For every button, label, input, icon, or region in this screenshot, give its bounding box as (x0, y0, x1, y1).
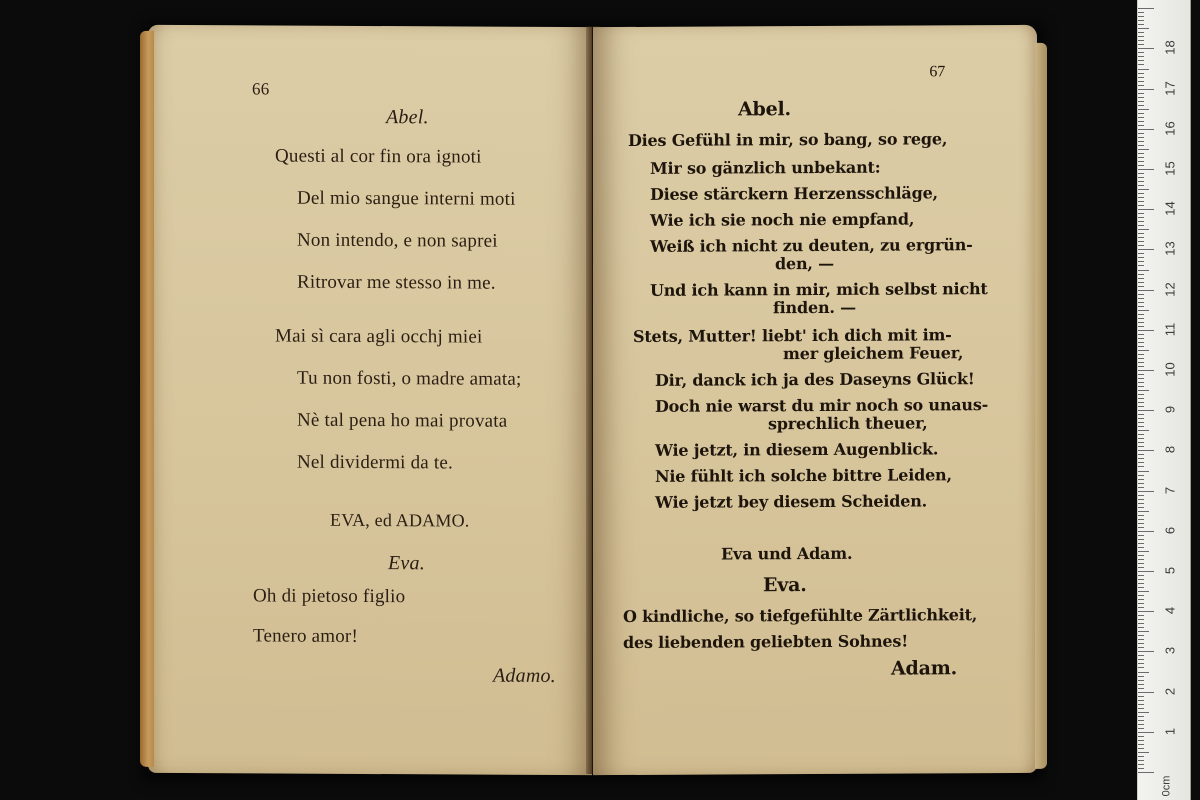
ruler-number: 13 (1162, 241, 1178, 257)
ruler-tick (1138, 398, 1144, 399)
ruler-tick (1138, 684, 1144, 685)
verse-line: Mai sì cara agli occhj miei (275, 325, 483, 348)
ruler-tick (1138, 141, 1144, 142)
ruler-tick (1138, 145, 1144, 146)
ruler-tick (1138, 270, 1149, 271)
ruler-tick (1138, 764, 1144, 765)
ruler-tick (1138, 153, 1144, 154)
ruler-tick (1138, 44, 1144, 45)
ruler-tick (1138, 193, 1144, 194)
measuring-ruler (1137, 0, 1191, 800)
ruler-tick (1138, 217, 1144, 218)
ruler-tick (1138, 515, 1144, 516)
ruler-number: 4 (1162, 607, 1178, 615)
ruler-tick (1138, 290, 1154, 291)
ruler-tick (1138, 663, 1144, 664)
ruler-tick (1138, 157, 1144, 158)
ruler-tick (1138, 12, 1144, 13)
ruler-tick (1138, 261, 1144, 262)
ruler-tick (1138, 519, 1144, 520)
ruler-tick (1138, 458, 1144, 459)
right-page-number: 67 (929, 63, 945, 81)
ruler-tick (1138, 454, 1144, 455)
ruler-tick (1138, 499, 1144, 500)
scene-heading-de: Eva und Adam. (721, 543, 853, 564)
verse-line: Tu non fosti, o madre amata; (297, 367, 522, 390)
ruler-tick (1138, 93, 1144, 94)
ruler-tick (1138, 125, 1144, 126)
ruler-tick (1138, 688, 1144, 689)
ruler-tick (1138, 756, 1144, 757)
ruler-tick (1138, 197, 1144, 198)
ruler-tick (1138, 410, 1154, 411)
ruler-tick (1138, 109, 1149, 110)
ruler-tick (1138, 559, 1144, 560)
ruler-tick (1138, 374, 1144, 375)
ruler-tick (1138, 748, 1144, 749)
ruler-tick (1138, 422, 1144, 423)
ruler-tick (1138, 117, 1144, 118)
ruler-tick (1138, 36, 1144, 37)
ruler-tick (1138, 346, 1144, 347)
ruler-tick (1138, 531, 1154, 532)
ruler-tick (1138, 241, 1144, 242)
verse-line: Nel dividermi da te. (297, 451, 453, 474)
verse-line: Dir, danck ich ja des Daseyns Glück! (655, 369, 975, 390)
ruler-tick (1138, 752, 1149, 753)
ruler-tick (1138, 32, 1144, 33)
ruler-tick (1138, 89, 1154, 90)
verse-line: Mir so gänzlich unbekant: (650, 157, 881, 178)
speaker-abel-it: Abel. (386, 106, 429, 129)
verse-line: Weiß ich nicht zu deuten, zu ergrün- (650, 235, 973, 256)
ruler-number: 16 (1162, 121, 1178, 136)
ruler-tick (1138, 487, 1144, 488)
speaker-adamo-it: Adamo. (493, 664, 556, 687)
ruler-tick (1138, 274, 1144, 275)
verse-line: mer gleichem Feuer, (783, 343, 964, 364)
ruler-tick (1138, 631, 1149, 632)
ruler-tick (1138, 704, 1144, 705)
verse-line: des liebenden geliebten Sohnes! (623, 631, 909, 653)
ruler-tick (1138, 137, 1144, 138)
ruler-tick (1138, 511, 1149, 512)
verse-line: Nie fühlt ich solche bittre Leiden, (655, 465, 952, 486)
ruler-tick (1138, 221, 1144, 222)
ruler-tick (1138, 8, 1154, 9)
ruler-tick (1138, 736, 1144, 737)
ruler-tick (1138, 282, 1144, 283)
ruler-tick (1138, 390, 1149, 391)
ruler-tick (1138, 257, 1144, 258)
ruler-tick (1138, 567, 1144, 568)
ruler-tick (1138, 370, 1154, 371)
ruler-tick (1138, 105, 1144, 106)
ruler-tick (1138, 471, 1149, 472)
ruler-tick (1138, 314, 1144, 315)
ruler-tick (1138, 233, 1144, 234)
ruler-tick (1138, 647, 1144, 648)
ruler-tick (1138, 81, 1144, 82)
ruler-tick (1138, 483, 1144, 484)
ruler-tick (1138, 48, 1154, 49)
ruler-tick (1138, 366, 1144, 367)
ruler-tick (1138, 599, 1144, 600)
right-page (593, 25, 1037, 775)
ruler-tick (1138, 607, 1144, 608)
ruler-tick (1138, 535, 1144, 536)
ruler-tick (1138, 189, 1149, 190)
ruler-tick (1138, 696, 1144, 697)
verse-line: Oh di pietoso figlio (253, 585, 406, 608)
ruler-tick (1138, 73, 1144, 74)
ruler-tick (1138, 655, 1144, 656)
ruler-tick (1138, 245, 1144, 246)
speaker-adam-de: Adam. (891, 657, 958, 680)
ruler-tick (1138, 249, 1154, 250)
ruler-tick (1138, 318, 1144, 319)
ruler-tick (1138, 330, 1154, 331)
ruler-number: 17 (1162, 80, 1178, 96)
ruler-number: 18 (1162, 40, 1178, 56)
ruler-tick (1138, 394, 1144, 395)
ruler-tick (1138, 583, 1144, 584)
ruler-tick (1138, 213, 1144, 214)
ruler-tick (1138, 619, 1144, 620)
ruler-tick (1138, 278, 1144, 279)
ruler-tick (1138, 149, 1149, 150)
ruler-tick (1138, 627, 1144, 628)
ruler-tick (1138, 101, 1144, 102)
ruler-tick (1138, 253, 1144, 254)
ruler-tick (1138, 418, 1144, 419)
ruler-tick (1138, 286, 1144, 287)
ruler-tick (1138, 724, 1144, 725)
ruler-tick (1138, 161, 1144, 162)
ruler-tick (1138, 611, 1154, 612)
verse-line: O kindliche, so tiefgefühlte Zärtlichkeit, (623, 605, 978, 627)
verse-line: den, — (775, 253, 834, 274)
ruler-tick (1138, 450, 1154, 451)
verse-line: Del mio sangue interni moti (297, 187, 516, 210)
ruler-tick (1138, 772, 1154, 773)
verse-line: Nè tal pena ho mai provata (297, 409, 508, 432)
ruler-tick (1138, 85, 1144, 86)
ruler-tick (1138, 672, 1149, 673)
ruler-tick (1138, 406, 1144, 407)
ruler-tick (1138, 185, 1144, 186)
ruler-tick (1138, 338, 1144, 339)
ruler-tick (1138, 378, 1144, 379)
ruler-number: 2 (1162, 687, 1178, 695)
ruler-number: 14 (1162, 201, 1178, 216)
ruler-tick (1138, 495, 1144, 496)
ruler-number: 7 (1162, 486, 1178, 494)
ruler-tick (1138, 667, 1144, 668)
ruler-tick (1138, 442, 1144, 443)
ruler-tick (1138, 28, 1149, 29)
ruler-tick (1138, 326, 1144, 327)
ruler-number: 10 (1162, 362, 1178, 377)
ruler-tick (1138, 181, 1144, 182)
speaker-abel-de: Abel. (738, 98, 791, 121)
ruler-number: 11 (1162, 322, 1178, 337)
ruler-tick (1138, 527, 1144, 528)
ruler-tick (1138, 386, 1144, 387)
ruler-tick (1138, 362, 1144, 363)
verse-line: Und ich kann in mir, mich selbst nicht (650, 279, 988, 300)
ruler-number: 15 (1162, 161, 1178, 176)
ruler-tick (1138, 507, 1144, 508)
ruler-tick (1138, 760, 1144, 761)
ruler-tick (1138, 491, 1154, 492)
ruler-tick (1138, 16, 1144, 17)
ruler-tick (1138, 716, 1144, 717)
scene-heading: EVA, ed ADAMO. (330, 509, 470, 531)
ruler-tick (1138, 165, 1144, 166)
ruler-tick (1138, 382, 1144, 383)
ruler-tick (1138, 205, 1144, 206)
ruler-tick (1138, 623, 1144, 624)
ruler-tick (1138, 547, 1144, 548)
ruler-tick (1138, 651, 1154, 652)
ruler-tick (1138, 201, 1144, 202)
ruler-tick (1138, 543, 1144, 544)
ruler-tick (1138, 77, 1144, 78)
speaker-eva-de: Eva. (763, 574, 807, 597)
ruler-tick (1138, 56, 1144, 57)
verse-line: Doch nie warst du mir noch so unaus- (655, 395, 989, 416)
verse-line: Questi al cor fin ora ignoti (275, 145, 482, 168)
ruler-tick (1138, 169, 1154, 170)
verse-line: Non intendo, e non saprei (297, 229, 498, 252)
ruler-tick (1138, 720, 1144, 721)
ruler-tick (1138, 430, 1149, 431)
ruler-number: 1 (1162, 727, 1178, 735)
ruler-tick (1138, 639, 1144, 640)
ruler-tick (1138, 603, 1144, 604)
ruler-tick (1138, 60, 1144, 61)
speaker-eva-it: Eva. (388, 552, 425, 575)
ruler-tick (1138, 571, 1154, 572)
ruler-tick (1138, 712, 1149, 713)
ruler-tick (1138, 635, 1144, 636)
ruler-tick (1138, 20, 1144, 21)
ruler-tick (1138, 708, 1144, 709)
ruler-tick (1138, 113, 1144, 114)
ruler-tick (1138, 659, 1144, 660)
ruler-tick (1138, 740, 1144, 741)
ruler-tick (1138, 350, 1149, 351)
ruler-number: 8 (1162, 446, 1178, 454)
ruler-tick (1138, 768, 1144, 769)
ruler-tick (1138, 615, 1144, 616)
ruler-number: 6 (1162, 526, 1178, 534)
ruler-tick (1138, 676, 1144, 677)
ruler-tick (1138, 354, 1144, 355)
verse-line: Stets, Mutter! liebt' ich dich mit im- (633, 325, 952, 346)
ruler-tick (1138, 692, 1154, 693)
ruler-tick (1138, 334, 1144, 335)
ruler-tick (1138, 40, 1144, 41)
verse-line: Tenero amor! (253, 625, 358, 647)
ruler-tick (1138, 209, 1154, 210)
ruler-tick (1138, 700, 1144, 701)
ruler-tick (1138, 342, 1144, 343)
ruler-tick (1138, 446, 1144, 447)
ruler-tick (1138, 414, 1144, 415)
ruler-tick (1138, 479, 1144, 480)
ruler-tick (1138, 52, 1144, 53)
ruler-tick (1138, 310, 1149, 311)
ruler-number: 5 (1162, 566, 1178, 575)
verse-line: Wie jetzt, in diesem Augenblick. (655, 439, 939, 460)
ruler-tick (1138, 426, 1144, 427)
ruler-tick (1138, 438, 1144, 439)
ruler-tick (1138, 462, 1144, 463)
ruler-tick (1138, 64, 1144, 65)
ruler-tick (1138, 579, 1144, 580)
ruler-tick (1138, 744, 1144, 745)
ruler-tick (1138, 97, 1144, 98)
ruler-tick (1138, 322, 1144, 323)
ruler-tick (1138, 177, 1144, 178)
ruler-tick (1138, 69, 1149, 70)
ruler-tick (1138, 294, 1144, 295)
ruler-tick (1138, 265, 1144, 266)
ruler-tick (1138, 728, 1144, 729)
ruler-number: 9 (1162, 406, 1178, 414)
ruler-tick (1138, 358, 1144, 359)
ruler-tick (1138, 24, 1144, 25)
ruler-tick (1138, 643, 1144, 644)
ruler-tick (1138, 298, 1144, 299)
ruler-tick (1138, 306, 1144, 307)
verse-line: sprechlich theuer, (768, 413, 928, 434)
verse-line: Wie jetzt bey diesem Scheiden. (655, 491, 928, 512)
verse-line: Ritrovar me stesso in me. (297, 271, 496, 294)
ruler-tick (1138, 680, 1144, 681)
ruler-tick (1138, 523, 1144, 524)
ruler-tick (1138, 402, 1144, 403)
ruler-tick (1138, 434, 1144, 435)
ruler-tick (1138, 302, 1144, 303)
verse-line: Diese stärckern Herzensschläge, (650, 183, 938, 204)
verse-line: Wie ich sie noch nie empfand, (650, 209, 915, 230)
ruler-tick (1138, 595, 1144, 596)
ruler-tick (1138, 229, 1149, 230)
ruler-tick (1138, 563, 1144, 564)
ruler-tick (1138, 237, 1144, 238)
ruler-tick (1138, 173, 1144, 174)
left-page (148, 25, 592, 775)
ruler-tick (1138, 121, 1144, 122)
ruler-number: 3 (1162, 647, 1178, 655)
ruler-tick (1138, 591, 1149, 592)
ruler-unit-label: 0cm (1160, 775, 1173, 797)
ruler-tick (1138, 555, 1144, 556)
ruler-tick (1138, 575, 1144, 576)
verse-line: Dies Gefühl in mir, so bang, so rege, (628, 129, 948, 150)
ruler-tick (1138, 466, 1144, 467)
left-page-number: 66 (252, 79, 270, 99)
verse-line: finden. — (773, 297, 856, 318)
ruler-tick (1138, 587, 1144, 588)
ruler-tick (1138, 503, 1144, 504)
ruler-tick (1138, 732, 1154, 733)
ruler-tick (1138, 129, 1154, 130)
ruler-number: 12 (1162, 281, 1178, 297)
ruler-tick (1138, 539, 1144, 540)
ruler-tick (1138, 133, 1144, 134)
ruler-tick (1138, 475, 1144, 476)
ruler-tick (1138, 225, 1144, 226)
ruler-tick (1138, 551, 1149, 552)
